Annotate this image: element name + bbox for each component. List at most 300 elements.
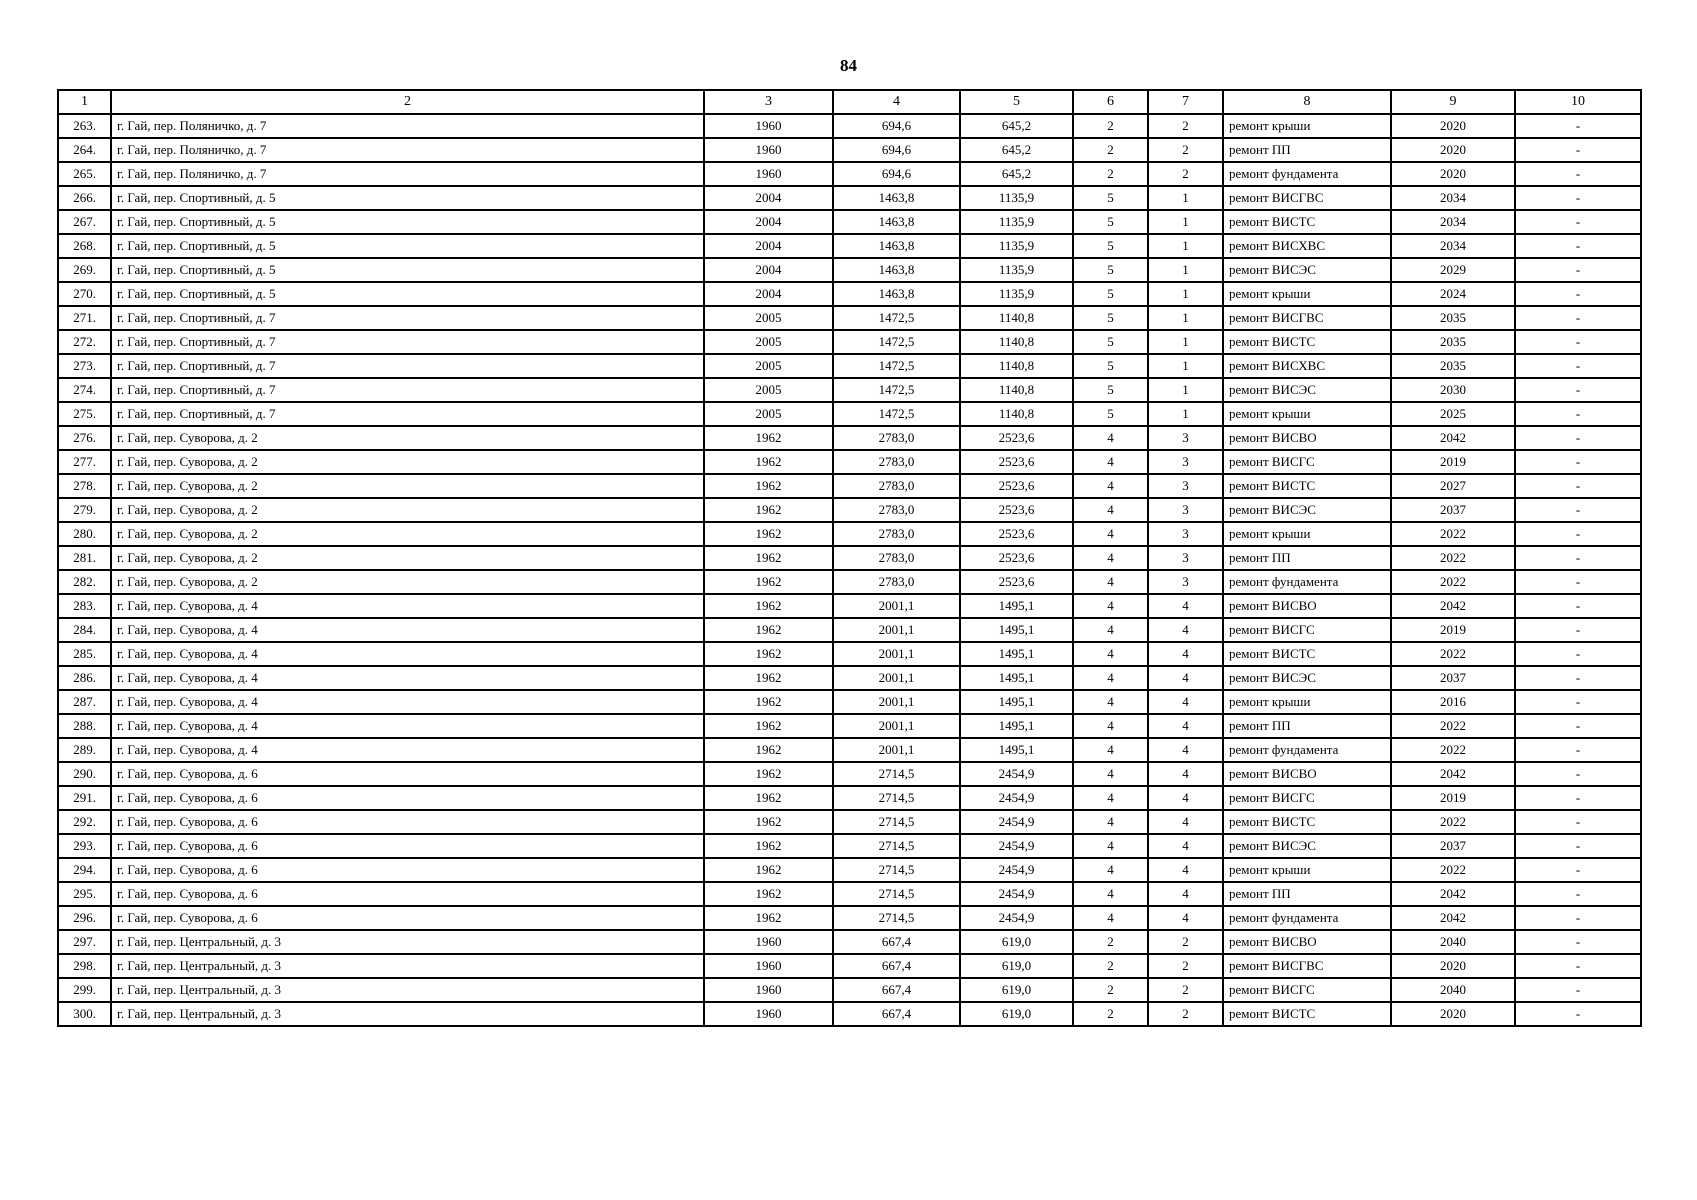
planned-year-cell: 2035 <box>1391 354 1515 378</box>
floors-cell: 4 <box>1073 426 1148 450</box>
total-area-cell: 1472,5 <box>833 330 960 354</box>
table-row <box>58 666 1641 690</box>
address-cell: г. Гай, пер. Спортивный, д. 5 <box>111 186 704 210</box>
year-built-cell: 1962 <box>704 474 833 498</box>
total-area-cell: 1463,8 <box>833 258 960 282</box>
floors-cell: 4 <box>1073 810 1148 834</box>
floors-cell: 5 <box>1073 306 1148 330</box>
note-cell: - <box>1515 522 1641 546</box>
address-cell: г. Гай, пер. Суворова, д. 4 <box>111 594 704 618</box>
work-type-cell: ремонт ВИСТС <box>1223 1002 1391 1026</box>
address-cell: г. Гай, пер. Спортивный, д. 7 <box>111 378 704 402</box>
row-number-cell: 266. <box>58 186 111 210</box>
note-cell: - <box>1515 738 1641 762</box>
row-number-cell: 287. <box>58 690 111 714</box>
total-area-cell: 667,4 <box>833 954 960 978</box>
note-cell: - <box>1515 594 1641 618</box>
entrances-cell: 1 <box>1148 378 1223 402</box>
entrances-cell: 4 <box>1148 642 1223 666</box>
work-type-cell: ремонт ВИСЭС <box>1223 258 1391 282</box>
floors-cell: 4 <box>1073 642 1148 666</box>
living-area-cell: 1495,1 <box>960 594 1073 618</box>
year-built-cell: 1962 <box>704 618 833 642</box>
total-area-cell: 667,4 <box>833 930 960 954</box>
total-area-cell: 2001,1 <box>833 594 960 618</box>
note-cell: - <box>1515 642 1641 666</box>
work-type-cell: ремонт крыши <box>1223 690 1391 714</box>
page-number: 84 <box>840 56 857 75</box>
year-built-cell: 1962 <box>704 738 833 762</box>
entrances-cell: 2 <box>1148 954 1223 978</box>
living-area-cell: 2523,6 <box>960 498 1073 522</box>
floors-cell: 5 <box>1073 354 1148 378</box>
table-row <box>58 522 1641 546</box>
planned-year-cell: 2035 <box>1391 306 1515 330</box>
year-built-cell: 1962 <box>704 882 833 906</box>
table-row <box>58 450 1641 474</box>
total-area-cell: 2001,1 <box>833 618 960 642</box>
note-cell: - <box>1515 402 1641 426</box>
note-cell: - <box>1515 354 1641 378</box>
living-area-cell: 1135,9 <box>960 210 1073 234</box>
table-row <box>58 474 1641 498</box>
planned-year-cell: 2020 <box>1391 114 1515 138</box>
note-cell: - <box>1515 714 1641 738</box>
table-row <box>58 210 1641 234</box>
address-cell: г. Гай, пер. Спортивный, д. 5 <box>111 258 704 282</box>
note-cell: - <box>1515 618 1641 642</box>
total-area-cell: 2783,0 <box>833 522 960 546</box>
table-row <box>58 762 1641 786</box>
entrances-cell: 3 <box>1148 522 1223 546</box>
floors-cell: 2 <box>1073 954 1148 978</box>
work-type-cell: ремонт ВИСХВС <box>1223 234 1391 258</box>
row-number-cell: 269. <box>58 258 111 282</box>
note-cell: - <box>1515 306 1641 330</box>
row-number-cell: 263. <box>58 114 111 138</box>
table-row <box>58 930 1641 954</box>
entrances-cell: 2 <box>1148 138 1223 162</box>
note-cell: - <box>1515 138 1641 162</box>
row-number-cell: 299. <box>58 978 111 1002</box>
planned-year-cell: 2025 <box>1391 402 1515 426</box>
entrances-cell: 1 <box>1148 282 1223 306</box>
planned-year-cell: 2037 <box>1391 834 1515 858</box>
note-cell: - <box>1515 858 1641 882</box>
living-area-cell: 645,2 <box>960 138 1073 162</box>
year-built-cell: 1962 <box>704 546 833 570</box>
year-built-cell: 2005 <box>704 306 833 330</box>
work-type-cell: ремонт ПП <box>1223 714 1391 738</box>
work-type-cell: ремонт ВИСТС <box>1223 810 1391 834</box>
entrances-cell: 3 <box>1148 450 1223 474</box>
planned-year-cell: 2019 <box>1391 450 1515 474</box>
planned-year-cell: 2042 <box>1391 594 1515 618</box>
column-header: 10 <box>1515 90 1641 114</box>
address-cell: г. Гай, пер. Спортивный, д. 5 <box>111 210 704 234</box>
planned-year-cell: 2022 <box>1391 738 1515 762</box>
row-number-cell: 281. <box>58 546 111 570</box>
living-area-cell: 2523,6 <box>960 522 1073 546</box>
floors-cell: 2 <box>1073 138 1148 162</box>
floors-cell: 4 <box>1073 546 1148 570</box>
work-type-cell: ремонт ВИСТС <box>1223 474 1391 498</box>
table-row <box>58 714 1641 738</box>
row-number-cell: 295. <box>58 882 111 906</box>
work-type-cell: ремонт крыши <box>1223 858 1391 882</box>
planned-year-cell: 2020 <box>1391 138 1515 162</box>
note-cell: - <box>1515 930 1641 954</box>
table-row <box>58 138 1641 162</box>
work-type-cell: ремонт ВИСГС <box>1223 450 1391 474</box>
entrances-cell: 1 <box>1148 186 1223 210</box>
entrances-cell: 4 <box>1148 834 1223 858</box>
year-built-cell: 2004 <box>704 234 833 258</box>
year-built-cell: 2005 <box>704 402 833 426</box>
row-number-cell: 300. <box>58 1002 111 1026</box>
entrances-cell: 2 <box>1148 114 1223 138</box>
total-area-cell: 2714,5 <box>833 786 960 810</box>
year-built-cell: 2005 <box>704 330 833 354</box>
living-area-cell: 2454,9 <box>960 762 1073 786</box>
note-cell: - <box>1515 762 1641 786</box>
work-type-cell: ремонт крыши <box>1223 522 1391 546</box>
living-area-cell: 1135,9 <box>960 186 1073 210</box>
work-type-cell: ремонт фундамента <box>1223 162 1391 186</box>
planned-year-cell: 2019 <box>1391 786 1515 810</box>
living-area-cell: 1140,8 <box>960 330 1073 354</box>
row-number-cell: 267. <box>58 210 111 234</box>
year-built-cell: 2004 <box>704 258 833 282</box>
entrances-cell: 1 <box>1148 402 1223 426</box>
total-area-cell: 667,4 <box>833 978 960 1002</box>
year-built-cell: 2004 <box>704 282 833 306</box>
row-number-cell: 298. <box>58 954 111 978</box>
note-cell: - <box>1515 882 1641 906</box>
year-built-cell: 2004 <box>704 210 833 234</box>
address-cell: г. Гай, пер. Поляничко, д. 7 <box>111 114 704 138</box>
row-number-cell: 275. <box>58 402 111 426</box>
row-number-cell: 271. <box>58 306 111 330</box>
year-built-cell: 1962 <box>704 450 833 474</box>
entrances-cell: 4 <box>1148 906 1223 930</box>
address-cell: г. Гай, пер. Суворова, д. 6 <box>111 882 704 906</box>
column-header: 6 <box>1073 90 1148 114</box>
work-type-cell: ремонт ВИСГВС <box>1223 954 1391 978</box>
work-type-cell: ремонт фундамента <box>1223 906 1391 930</box>
entrances-cell: 3 <box>1148 570 1223 594</box>
living-area-cell: 619,0 <box>960 1002 1073 1026</box>
total-area-cell: 2783,0 <box>833 498 960 522</box>
planned-year-cell: 2022 <box>1391 522 1515 546</box>
planned-year-cell: 2022 <box>1391 858 1515 882</box>
living-area-cell: 1495,1 <box>960 666 1073 690</box>
year-built-cell: 1962 <box>704 666 833 690</box>
living-area-cell: 619,0 <box>960 978 1073 1002</box>
total-area-cell: 1463,8 <box>833 210 960 234</box>
planned-year-cell: 2037 <box>1391 498 1515 522</box>
floors-cell: 4 <box>1073 570 1148 594</box>
living-area-cell: 619,0 <box>960 930 1073 954</box>
floors-cell: 2 <box>1073 114 1148 138</box>
address-cell: г. Гай, пер. Суворова, д. 2 <box>111 474 704 498</box>
work-type-cell: ремонт фундамента <box>1223 570 1391 594</box>
planned-year-cell: 2022 <box>1391 546 1515 570</box>
year-built-cell: 1962 <box>704 786 833 810</box>
year-built-cell: 1962 <box>704 762 833 786</box>
entrances-cell: 1 <box>1148 234 1223 258</box>
work-type-cell: ремонт ВИСВО <box>1223 762 1391 786</box>
table-row <box>58 330 1641 354</box>
address-cell: г. Гай, пер. Центральный, д. 3 <box>111 930 704 954</box>
address-cell: г. Гай, пер. Суворова, д. 2 <box>111 498 704 522</box>
work-type-cell: ремонт ВИСВО <box>1223 594 1391 618</box>
address-cell: г. Гай, пер. Поляничко, д. 7 <box>111 162 704 186</box>
living-area-cell: 2454,9 <box>960 906 1073 930</box>
entrances-cell: 4 <box>1148 810 1223 834</box>
address-cell: г. Гай, пер. Спортивный, д. 5 <box>111 282 704 306</box>
planned-year-cell: 2016 <box>1391 690 1515 714</box>
table-row <box>58 546 1641 570</box>
row-number-cell: 292. <box>58 810 111 834</box>
floors-cell: 4 <box>1073 714 1148 738</box>
address-cell: г. Гай, пер. Суворова, д. 4 <box>111 618 704 642</box>
planned-year-cell: 2034 <box>1391 186 1515 210</box>
row-number-cell: 283. <box>58 594 111 618</box>
note-cell: - <box>1515 162 1641 186</box>
table-row <box>58 426 1641 450</box>
planned-year-cell: 2020 <box>1391 1002 1515 1026</box>
work-type-cell: ремонт ВИСЭС <box>1223 666 1391 690</box>
note-cell: - <box>1515 186 1641 210</box>
year-built-cell: 1960 <box>704 954 833 978</box>
entrances-cell: 1 <box>1148 258 1223 282</box>
living-area-cell: 2523,6 <box>960 450 1073 474</box>
row-number-cell: 273. <box>58 354 111 378</box>
table-row <box>58 642 1641 666</box>
note-cell: - <box>1515 234 1641 258</box>
entrances-cell: 1 <box>1148 306 1223 330</box>
year-built-cell: 1962 <box>704 858 833 882</box>
total-area-cell: 2001,1 <box>833 738 960 762</box>
floors-cell: 4 <box>1073 522 1148 546</box>
living-area-cell: 1140,8 <box>960 354 1073 378</box>
column-header: 2 <box>111 90 704 114</box>
table-row <box>58 906 1641 930</box>
planned-year-cell: 2042 <box>1391 426 1515 450</box>
floors-cell: 4 <box>1073 618 1148 642</box>
note-cell: - <box>1515 114 1641 138</box>
floors-cell: 4 <box>1073 738 1148 762</box>
row-number-cell: 279. <box>58 498 111 522</box>
column-header: 3 <box>704 90 833 114</box>
header-row <box>58 90 1641 114</box>
table-row <box>58 834 1641 858</box>
note-cell: - <box>1515 282 1641 306</box>
year-built-cell: 1960 <box>704 930 833 954</box>
row-number-cell: 284. <box>58 618 111 642</box>
row-number-cell: 277. <box>58 450 111 474</box>
work-type-cell: ремонт ВИСВО <box>1223 930 1391 954</box>
note-cell: - <box>1515 210 1641 234</box>
living-area-cell: 1140,8 <box>960 402 1073 426</box>
entrances-cell: 4 <box>1148 858 1223 882</box>
address-cell: г. Гай, пер. Спортивный, д. 7 <box>111 306 704 330</box>
planned-year-cell: 2035 <box>1391 330 1515 354</box>
address-cell: г. Гай, пер. Суворова, д. 6 <box>111 810 704 834</box>
work-type-cell: ремонт крыши <box>1223 114 1391 138</box>
repair-schedule-table <box>57 89 1642 1027</box>
note-cell: - <box>1515 954 1641 978</box>
table-row <box>58 738 1641 762</box>
table-row <box>58 162 1641 186</box>
row-number-cell: 278. <box>58 474 111 498</box>
floors-cell: 2 <box>1073 1002 1148 1026</box>
entrances-cell: 3 <box>1148 426 1223 450</box>
table-row <box>58 306 1641 330</box>
living-area-cell: 2523,6 <box>960 426 1073 450</box>
address-cell: г. Гай, пер. Суворова, д. 4 <box>111 690 704 714</box>
row-number-cell: 270. <box>58 282 111 306</box>
address-cell: г. Гай, пер. Суворова, д. 4 <box>111 714 704 738</box>
table-row <box>58 282 1641 306</box>
address-cell: г. Гай, пер. Спортивный, д. 5 <box>111 234 704 258</box>
work-type-cell: ремонт ВИСЭС <box>1223 498 1391 522</box>
entrances-cell: 1 <box>1148 354 1223 378</box>
row-number-cell: 274. <box>58 378 111 402</box>
living-area-cell: 1135,9 <box>960 234 1073 258</box>
total-area-cell: 667,4 <box>833 1002 960 1026</box>
planned-year-cell: 2020 <box>1391 162 1515 186</box>
address-cell: г. Гай, пер. Суворова, д. 4 <box>111 666 704 690</box>
row-number-cell: 293. <box>58 834 111 858</box>
planned-year-cell: 2030 <box>1391 378 1515 402</box>
year-built-cell: 1962 <box>704 426 833 450</box>
note-cell: - <box>1515 258 1641 282</box>
floors-cell: 4 <box>1073 858 1148 882</box>
floors-cell: 5 <box>1073 282 1148 306</box>
table-row <box>58 618 1641 642</box>
entrances-cell: 4 <box>1148 714 1223 738</box>
entrances-cell: 2 <box>1148 930 1223 954</box>
total-area-cell: 2783,0 <box>833 570 960 594</box>
living-area-cell: 2454,9 <box>960 810 1073 834</box>
work-type-cell: ремонт ВИСЭС <box>1223 378 1391 402</box>
living-area-cell: 2523,6 <box>960 474 1073 498</box>
column-header: 8 <box>1223 90 1391 114</box>
planned-year-cell: 2034 <box>1391 210 1515 234</box>
work-type-cell: ремонт ВИСГС <box>1223 978 1391 1002</box>
year-built-cell: 1962 <box>704 498 833 522</box>
table-row <box>58 186 1641 210</box>
year-built-cell: 2005 <box>704 354 833 378</box>
living-area-cell: 2523,6 <box>960 570 1073 594</box>
floors-cell: 4 <box>1073 762 1148 786</box>
year-built-cell: 1962 <box>704 906 833 930</box>
year-built-cell: 1960 <box>704 978 833 1002</box>
row-number-cell: 272. <box>58 330 111 354</box>
address-cell: г. Гай, пер. Спортивный, д. 7 <box>111 402 704 426</box>
address-cell: г. Гай, пер. Суворова, д. 2 <box>111 426 704 450</box>
note-cell: - <box>1515 450 1641 474</box>
address-cell: г. Гай, пер. Суворова, д. 2 <box>111 570 704 594</box>
planned-year-cell: 2040 <box>1391 930 1515 954</box>
floors-cell: 2 <box>1073 978 1148 1002</box>
living-area-cell: 1495,1 <box>960 642 1073 666</box>
entrances-cell: 2 <box>1148 162 1223 186</box>
work-type-cell: ремонт ВИСТС <box>1223 642 1391 666</box>
table-body <box>58 114 1641 1026</box>
floors-cell: 5 <box>1073 210 1148 234</box>
work-type-cell: ремонт ПП <box>1223 546 1391 570</box>
address-cell: г. Гай, пер. Суворова, д. 2 <box>111 450 704 474</box>
row-number-cell: 282. <box>58 570 111 594</box>
living-area-cell: 1495,1 <box>960 714 1073 738</box>
entrances-cell: 4 <box>1148 690 1223 714</box>
total-area-cell: 2783,0 <box>833 474 960 498</box>
total-area-cell: 2714,5 <box>833 858 960 882</box>
entrances-cell: 4 <box>1148 618 1223 642</box>
note-cell: - <box>1515 810 1641 834</box>
floors-cell: 4 <box>1073 786 1148 810</box>
row-number-cell: 285. <box>58 642 111 666</box>
table-row <box>58 378 1641 402</box>
planned-year-cell: 2022 <box>1391 810 1515 834</box>
living-area-cell: 2454,9 <box>960 834 1073 858</box>
floors-cell: 5 <box>1073 378 1148 402</box>
address-cell: г. Гай, пер. Спортивный, д. 7 <box>111 330 704 354</box>
note-cell: - <box>1515 498 1641 522</box>
table-row <box>58 810 1641 834</box>
entrances-cell: 4 <box>1148 882 1223 906</box>
row-number-cell: 280. <box>58 522 111 546</box>
row-number-cell: 294. <box>58 858 111 882</box>
year-built-cell: 1962 <box>704 570 833 594</box>
planned-year-cell: 2042 <box>1391 882 1515 906</box>
year-built-cell: 1962 <box>704 690 833 714</box>
year-built-cell: 1962 <box>704 834 833 858</box>
entrances-cell: 3 <box>1148 498 1223 522</box>
floors-cell: 5 <box>1073 330 1148 354</box>
table-row <box>58 954 1641 978</box>
table-header <box>58 90 1641 114</box>
address-cell: г. Гай, пер. Суворова, д. 6 <box>111 786 704 810</box>
address-cell: г. Гай, пер. Центральный, д. 3 <box>111 954 704 978</box>
work-type-cell: ремонт ВИСТС <box>1223 210 1391 234</box>
work-type-cell: ремонт ВИСГВС <box>1223 186 1391 210</box>
total-area-cell: 2714,5 <box>833 762 960 786</box>
table-row <box>58 690 1641 714</box>
floors-cell: 4 <box>1073 882 1148 906</box>
column-header: 9 <box>1391 90 1515 114</box>
row-number-cell: 268. <box>58 234 111 258</box>
planned-year-cell: 2019 <box>1391 618 1515 642</box>
work-type-cell: ремонт ВИСВО <box>1223 426 1391 450</box>
note-cell: - <box>1515 690 1641 714</box>
table-row <box>58 786 1641 810</box>
address-cell: г. Гай, пер. Суворова, д. 4 <box>111 642 704 666</box>
work-type-cell: ремонт ВИСХВС <box>1223 354 1391 378</box>
year-built-cell: 1962 <box>704 642 833 666</box>
entrances-cell: 1 <box>1148 330 1223 354</box>
work-type-cell: ремонт ПП <box>1223 882 1391 906</box>
entrances-cell: 3 <box>1148 474 1223 498</box>
floors-cell: 4 <box>1073 690 1148 714</box>
total-area-cell: 1472,5 <box>833 354 960 378</box>
floors-cell: 5 <box>1073 234 1148 258</box>
year-built-cell: 1962 <box>704 594 833 618</box>
planned-year-cell: 2020 <box>1391 954 1515 978</box>
